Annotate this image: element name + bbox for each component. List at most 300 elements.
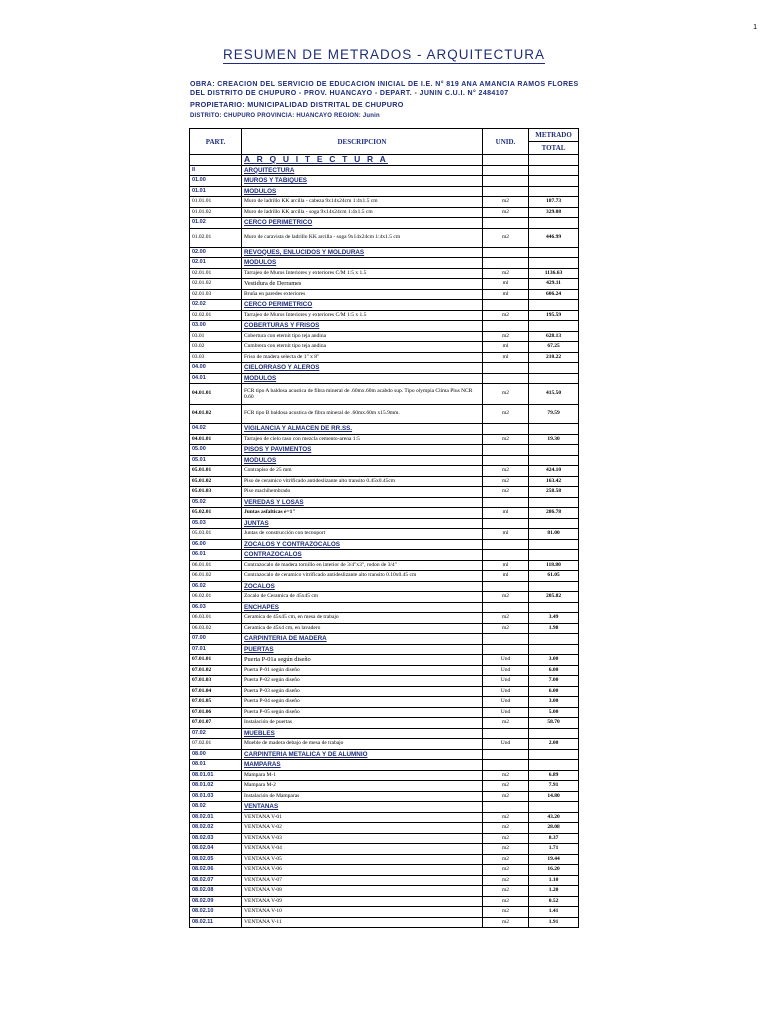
row-code: 05.01 bbox=[190, 455, 242, 466]
row-code: 07.01.02 bbox=[190, 665, 242, 676]
table-row bbox=[190, 886, 579, 897]
table-row bbox=[190, 718, 579, 729]
section-title: MODULOS bbox=[242, 455, 483, 466]
table-row bbox=[190, 476, 579, 487]
row-unit bbox=[483, 634, 529, 645]
row-unit: m2 bbox=[483, 875, 529, 886]
row-unit: ml bbox=[483, 560, 529, 571]
section-title: ENCHAPES bbox=[242, 602, 483, 613]
section-title: MAMPARAS bbox=[242, 760, 483, 771]
row-unit bbox=[483, 455, 529, 466]
row-code: 01.02 bbox=[190, 218, 242, 229]
table-header bbox=[190, 129, 579, 155]
row-unit bbox=[483, 321, 529, 332]
row-description: Bruña en paredes exteriores bbox=[242, 289, 483, 300]
main-section-title: A R Q U I T E C T U R A bbox=[242, 155, 483, 166]
row-code: 05.03.01 bbox=[190, 529, 242, 540]
row-unit: m2 bbox=[483, 434, 529, 445]
row-unit: m2 bbox=[483, 268, 529, 279]
row-description: Friso de madera selecta de 1" x 8" bbox=[242, 352, 483, 363]
row-description: Puerta P-02 según diseño bbox=[242, 676, 483, 687]
table-row bbox=[190, 802, 579, 813]
table-row bbox=[190, 289, 579, 300]
row-unit: m2 bbox=[483, 466, 529, 477]
row-total: 286.78 bbox=[529, 508, 579, 519]
row-description: Tarrajeo de Muros Interiores y exteriores C/M 1:5 x 1.5 bbox=[242, 310, 483, 321]
row-description: Ceramica de 45x4 cm, en lavadero bbox=[242, 623, 483, 634]
row-code: 02.01 bbox=[190, 258, 242, 269]
row-total: 446.99 bbox=[529, 228, 579, 247]
row-code: 07.01 bbox=[190, 644, 242, 655]
row-code: 07.01.04 bbox=[190, 686, 242, 697]
row-code: 06.00 bbox=[190, 539, 242, 550]
row-code: 06.01 bbox=[190, 550, 242, 561]
row-total bbox=[529, 247, 579, 258]
table-row bbox=[190, 791, 579, 802]
row-description: Juntas de construcción con tecnoport bbox=[242, 529, 483, 540]
row-description: VENTANA V-04 bbox=[242, 844, 483, 855]
row-code: 08.02.07 bbox=[190, 875, 242, 886]
row-unit: m2 bbox=[483, 592, 529, 603]
row-total: 187.73 bbox=[529, 197, 579, 208]
row-code: 05.02.01 bbox=[190, 508, 242, 519]
row-code: 01.01 bbox=[190, 186, 242, 197]
row-code: 04.01.01 bbox=[190, 384, 242, 405]
row-code: 08.01.03 bbox=[190, 791, 242, 802]
row-total: 415.50 bbox=[529, 384, 579, 405]
row-total: 210.22 bbox=[529, 352, 579, 363]
row-total bbox=[529, 155, 579, 166]
row-unit: m2 bbox=[483, 833, 529, 844]
row-code: 01.00 bbox=[190, 176, 242, 187]
row-description: Tarrajeo de cielo raso con mezcla cemento-arena 1:5 bbox=[242, 434, 483, 445]
table-row bbox=[190, 247, 579, 258]
row-total: 6.89 bbox=[529, 770, 579, 781]
row-description: VENTANA V-02 bbox=[242, 823, 483, 834]
row-code: 06.01.02 bbox=[190, 571, 242, 582]
table-row bbox=[190, 770, 579, 781]
row-total bbox=[529, 373, 579, 384]
row-code: 03.03 bbox=[190, 352, 242, 363]
table-row bbox=[190, 602, 579, 613]
row-code: 08.02.05 bbox=[190, 854, 242, 865]
table-row bbox=[190, 455, 579, 466]
row-description: Puerta P-03 según diseño bbox=[242, 686, 483, 697]
row-code: 02.01.02 bbox=[190, 279, 242, 290]
table-row bbox=[190, 342, 579, 353]
table-row bbox=[190, 697, 579, 708]
row-code: 03.02 bbox=[190, 342, 242, 353]
row-unit bbox=[483, 550, 529, 561]
row-total bbox=[529, 424, 579, 435]
row-total: 6.00 bbox=[529, 665, 579, 676]
row-unit: Und bbox=[483, 676, 529, 687]
section-title: VIGILANCIA Y ALMACEN DE RR.SS. bbox=[242, 424, 483, 435]
row-unit bbox=[483, 497, 529, 508]
row-total: 43.20 bbox=[529, 812, 579, 823]
row-code: 02.01.03 bbox=[190, 289, 242, 300]
row-description: VENTANA V-09 bbox=[242, 896, 483, 907]
table-row bbox=[190, 228, 579, 247]
row-description: Contrapiso de 25 mm bbox=[242, 466, 483, 477]
table-row bbox=[190, 728, 579, 739]
row-description: Juntas asfalticas e=1" bbox=[242, 508, 483, 519]
row-unit: m2 bbox=[483, 844, 529, 855]
row-total: 1.98 bbox=[529, 623, 579, 634]
row-description: Puerta P-04 según diseño bbox=[242, 697, 483, 708]
row-description: VENTANA V-11 bbox=[242, 917, 483, 928]
table-row bbox=[190, 279, 579, 290]
table-row bbox=[190, 352, 579, 363]
table-row bbox=[190, 487, 579, 498]
row-total bbox=[529, 634, 579, 645]
row-total bbox=[529, 550, 579, 561]
row-total bbox=[529, 300, 579, 311]
row-description: Muro de ladrillo KK arcilla - cabeza 9x14x24cm 1:4x1.5 cm bbox=[242, 197, 483, 208]
row-unit bbox=[483, 300, 529, 311]
table-row bbox=[190, 760, 579, 771]
row-total: 3.00 bbox=[529, 655, 579, 666]
row-total bbox=[529, 802, 579, 813]
table-row bbox=[190, 676, 579, 687]
table-row bbox=[190, 405, 579, 424]
row-code: 02.02 bbox=[190, 300, 242, 311]
row-total: 329.08 bbox=[529, 207, 579, 218]
row-code: 08.02.04 bbox=[190, 844, 242, 855]
row-total: 1136.63 bbox=[529, 268, 579, 279]
section-title: ZOCALOS bbox=[242, 581, 483, 592]
table-row bbox=[190, 844, 579, 855]
row-code: 08.02.08 bbox=[190, 886, 242, 897]
row-unit bbox=[483, 218, 529, 229]
row-description: Ceramica de 45x45 cm, en mesa de trabajo bbox=[242, 613, 483, 624]
table-row bbox=[190, 896, 579, 907]
table-row bbox=[190, 655, 579, 666]
row-total: 195.59 bbox=[529, 310, 579, 321]
row-unit: ml bbox=[483, 342, 529, 353]
row-total: 429.11 bbox=[529, 279, 579, 290]
row-total bbox=[529, 218, 579, 229]
row-total: 79.59 bbox=[529, 405, 579, 424]
row-unit: m2 bbox=[483, 907, 529, 918]
table-row bbox=[190, 165, 579, 176]
table-row-main-title bbox=[190, 155, 579, 166]
row-unit: Und bbox=[483, 655, 529, 666]
row-code: 03.00 bbox=[190, 321, 242, 332]
table-body bbox=[190, 155, 579, 928]
row-total: 5.00 bbox=[529, 707, 579, 718]
row-code: 05.03 bbox=[190, 518, 242, 529]
row-total: 205.82 bbox=[529, 592, 579, 603]
section-title: CERCO PERIMETRICO bbox=[242, 300, 483, 311]
row-code: 05.01.03 bbox=[190, 487, 242, 498]
row-unit: ml bbox=[483, 571, 529, 582]
row-description: Puerta P-01 según diseño bbox=[242, 665, 483, 676]
row-code: 02.01.01 bbox=[190, 268, 242, 279]
table-row bbox=[190, 854, 579, 865]
table-row bbox=[190, 571, 579, 582]
table-row bbox=[190, 508, 579, 519]
row-code: 04.01.02 bbox=[190, 405, 242, 424]
row-unit bbox=[483, 176, 529, 187]
row-description: VENTANA V-10 bbox=[242, 907, 483, 918]
table-row bbox=[190, 176, 579, 187]
row-description: Puerta P-01a según diseño bbox=[242, 655, 483, 666]
header-unid: UNID. bbox=[483, 129, 529, 155]
row-code: 05.01.02 bbox=[190, 476, 242, 487]
row-total: 7.00 bbox=[529, 676, 579, 687]
row-code: 07.01.07 bbox=[190, 718, 242, 729]
row-unit: m2 bbox=[483, 310, 529, 321]
row-total bbox=[529, 760, 579, 771]
row-code: 05.00 bbox=[190, 445, 242, 456]
table-row bbox=[190, 518, 579, 529]
row-code: 04.01.01 bbox=[190, 434, 242, 445]
row-code: 07.02 bbox=[190, 728, 242, 739]
section-title: MODULOS bbox=[242, 373, 483, 384]
row-unit: m2 bbox=[483, 487, 529, 498]
row-total bbox=[529, 186, 579, 197]
row-unit bbox=[483, 424, 529, 435]
row-unit: m2 bbox=[483, 476, 529, 487]
row-unit: m2 bbox=[483, 718, 529, 729]
distrito-line: DISTRITO: CHUPURO PROVINCIA: HUANCAYO REGION: Junin bbox=[190, 113, 380, 119]
table-row bbox=[190, 331, 579, 342]
table-row bbox=[190, 865, 579, 876]
row-description: Piso de ceramico vitrificado antideslizante alto transito 0.45x0.45cm bbox=[242, 476, 483, 487]
section-title: VENTANAS bbox=[242, 802, 483, 813]
row-code: 08.00 bbox=[190, 749, 242, 760]
row-unit bbox=[483, 165, 529, 176]
row-total: 8.37 bbox=[529, 833, 579, 844]
section-title: VEREDAS Y LOSAS bbox=[242, 497, 483, 508]
table-row bbox=[190, 781, 579, 792]
row-code: 04.01 bbox=[190, 373, 242, 384]
page-number: 1 bbox=[753, 24, 757, 31]
row-unit bbox=[483, 186, 529, 197]
row-unit bbox=[483, 602, 529, 613]
table-row bbox=[190, 539, 579, 550]
row-code: 08.02.06 bbox=[190, 865, 242, 876]
project-header bbox=[190, 80, 590, 119]
row-total: 1.91 bbox=[529, 917, 579, 928]
row-code: 06.03 bbox=[190, 602, 242, 613]
row-unit bbox=[483, 155, 529, 166]
row-total bbox=[529, 749, 579, 760]
table-row bbox=[190, 686, 579, 697]
row-unit bbox=[483, 749, 529, 760]
table-row bbox=[190, 373, 579, 384]
row-total bbox=[529, 445, 579, 456]
row-description: Piso machihembrado bbox=[242, 487, 483, 498]
row-total: 424.10 bbox=[529, 466, 579, 477]
row-code: 07.01.03 bbox=[190, 676, 242, 687]
table-row bbox=[190, 218, 579, 229]
section-title: ARQUITECTURA bbox=[242, 165, 483, 176]
row-description: Contrazocalo de ceramico vitrificado antideslizante alto transito 0.10x0.45 cm bbox=[242, 571, 483, 582]
row-description: Contrazocalo de madera tornillo en interior de 3/4"x3", rodon de 3/4" bbox=[242, 560, 483, 571]
table-row bbox=[190, 665, 579, 676]
row-unit: m2 bbox=[483, 613, 529, 624]
row-code: 07.00 bbox=[190, 634, 242, 645]
table-row bbox=[190, 613, 579, 624]
row-total bbox=[529, 581, 579, 592]
row-total: 606.24 bbox=[529, 289, 579, 300]
row-total: 1.41 bbox=[529, 907, 579, 918]
row-description: Instalación de puertas bbox=[242, 718, 483, 729]
row-unit: m2 bbox=[483, 896, 529, 907]
table-row bbox=[190, 560, 579, 571]
table-row bbox=[190, 197, 579, 208]
row-description: Instalación de Mamparas bbox=[242, 791, 483, 802]
table-row bbox=[190, 384, 579, 405]
row-unit: Und bbox=[483, 665, 529, 676]
row-description: Muro de ladrillo KK arcilla - soga 9x14x24cm 1:4x1.5 cm bbox=[242, 207, 483, 218]
section-title: MUEBLES bbox=[242, 728, 483, 739]
row-total bbox=[529, 497, 579, 508]
row-code: 04.00 bbox=[190, 363, 242, 374]
row-code: 01.01.01 bbox=[190, 197, 242, 208]
row-unit: m2 bbox=[483, 812, 529, 823]
row-unit bbox=[483, 258, 529, 269]
row-total: 1.71 bbox=[529, 844, 579, 855]
row-code: 08.02.03 bbox=[190, 833, 242, 844]
row-code: 08.02 bbox=[190, 802, 242, 813]
row-code: 06.03.02 bbox=[190, 623, 242, 634]
row-description: VENTANA V-03 bbox=[242, 833, 483, 844]
table-row bbox=[190, 907, 579, 918]
row-code: 02.02.01 bbox=[190, 310, 242, 321]
obra-line-2: DEL DISTRITO DE CHUPURO - PROV. HUANCAYO - DEPART. - JUNIN C.U.I. N° 2484107 bbox=[190, 90, 509, 97]
table-row bbox=[190, 581, 579, 592]
propietario-line: PROPIETARIO: MUNICIPALIDAD DISTRITAL DE CHUPURO bbox=[190, 100, 404, 109]
row-unit: ml bbox=[483, 529, 529, 540]
row-unit: m2 bbox=[483, 770, 529, 781]
row-code: 06.02 bbox=[190, 581, 242, 592]
row-description: Cumbrera con eternit tipo teja andina bbox=[242, 342, 483, 353]
row-description: Muro de caravista de ladrillo KK arcilla - soga 9x14x24cm 1:4x1.5 cm bbox=[242, 228, 483, 247]
row-total bbox=[529, 321, 579, 332]
row-description: Mampara M-2 bbox=[242, 781, 483, 792]
row-description: Zocalo de Ceramica de 45x45 cm bbox=[242, 592, 483, 603]
row-total: 19.30 bbox=[529, 434, 579, 445]
row-total: 628.13 bbox=[529, 331, 579, 342]
row-code: 07.01.01 bbox=[190, 655, 242, 666]
section-title: PISOS Y PAVIMENTOS bbox=[242, 445, 483, 456]
row-unit bbox=[483, 581, 529, 592]
row-unit bbox=[483, 518, 529, 529]
table-row bbox=[190, 644, 579, 655]
row-unit: m2 bbox=[483, 865, 529, 876]
row-unit: Und bbox=[483, 739, 529, 750]
metrados-table-wrapper bbox=[189, 128, 579, 928]
row-unit bbox=[483, 539, 529, 550]
row-total: 0.52 bbox=[529, 896, 579, 907]
row-unit bbox=[483, 644, 529, 655]
row-description: Puerta P-05 según diseño bbox=[242, 707, 483, 718]
row-total: 1.20 bbox=[529, 886, 579, 897]
table-row bbox=[190, 434, 579, 445]
table-row bbox=[190, 707, 579, 718]
row-unit: m2 bbox=[483, 228, 529, 247]
row-unit: m2 bbox=[483, 197, 529, 208]
row-total bbox=[529, 602, 579, 613]
row-unit bbox=[483, 728, 529, 739]
row-code: 01.02.01 bbox=[190, 228, 242, 247]
row-unit: Und bbox=[483, 697, 529, 708]
table-row bbox=[190, 497, 579, 508]
row-unit: m2 bbox=[483, 405, 529, 424]
row-unit: ml bbox=[483, 352, 529, 363]
metrados-table bbox=[189, 128, 579, 928]
section-title: CONTRAZOCALOS bbox=[242, 550, 483, 561]
table-row bbox=[190, 749, 579, 760]
row-total bbox=[529, 728, 579, 739]
row-total: 14.80 bbox=[529, 791, 579, 802]
row-total: 61.05 bbox=[529, 571, 579, 582]
row-unit: m2 bbox=[483, 886, 529, 897]
row-code: II bbox=[190, 165, 242, 176]
row-unit: ml bbox=[483, 508, 529, 519]
row-description: VENTANA V-08 bbox=[242, 886, 483, 897]
row-total: 81.00 bbox=[529, 529, 579, 540]
table-row bbox=[190, 363, 579, 374]
table-row bbox=[190, 529, 579, 540]
row-unit: m2 bbox=[483, 791, 529, 802]
page-title bbox=[0, 47, 768, 62]
row-unit: m2 bbox=[483, 384, 529, 405]
row-unit: Und bbox=[483, 686, 529, 697]
row-total: 19.44 bbox=[529, 854, 579, 865]
row-code: 05.01.01 bbox=[190, 466, 242, 477]
row-total: 118.80 bbox=[529, 560, 579, 571]
row-code: 08.01 bbox=[190, 760, 242, 771]
table-row bbox=[190, 739, 579, 750]
row-description: Cobertura con eternit tipo teja andina bbox=[242, 331, 483, 342]
table-row bbox=[190, 634, 579, 645]
table-row bbox=[190, 917, 579, 928]
row-unit bbox=[483, 373, 529, 384]
row-total bbox=[529, 258, 579, 269]
table-row bbox=[190, 424, 579, 435]
row-unit: m2 bbox=[483, 331, 529, 342]
section-title: JUNTAS bbox=[242, 518, 483, 529]
row-total: 6.00 bbox=[529, 686, 579, 697]
section-title: PUERTAS bbox=[242, 644, 483, 655]
row-unit: m2 bbox=[483, 823, 529, 834]
row-code: 02.00 bbox=[190, 247, 242, 258]
section-title: REVOQUES, ENLUCIDOS Y MOLDURAS bbox=[242, 247, 483, 258]
row-total: 67.25 bbox=[529, 342, 579, 353]
section-title: CERCO PERIMETRICO bbox=[242, 218, 483, 229]
row-total: 16.20 bbox=[529, 865, 579, 876]
row-total: 163.42 bbox=[529, 476, 579, 487]
table-row bbox=[190, 310, 579, 321]
row-description: FCR tipo B baldosa acustica de fibra mineral de .60mx.60m x15.9mm. bbox=[242, 405, 483, 424]
section-title: MODULOS bbox=[242, 258, 483, 269]
row-unit bbox=[483, 760, 529, 771]
row-total bbox=[529, 539, 579, 550]
row-description: Vestidura de Derrames bbox=[242, 279, 483, 290]
row-unit bbox=[483, 363, 529, 374]
table-row bbox=[190, 550, 579, 561]
row-total bbox=[529, 165, 579, 176]
row-description: VENTANA V-07 bbox=[242, 875, 483, 886]
row-code: 06.03.01 bbox=[190, 613, 242, 624]
row-total: 28.08 bbox=[529, 823, 579, 834]
section-title: MODULOS bbox=[242, 186, 483, 197]
table-row bbox=[190, 445, 579, 456]
